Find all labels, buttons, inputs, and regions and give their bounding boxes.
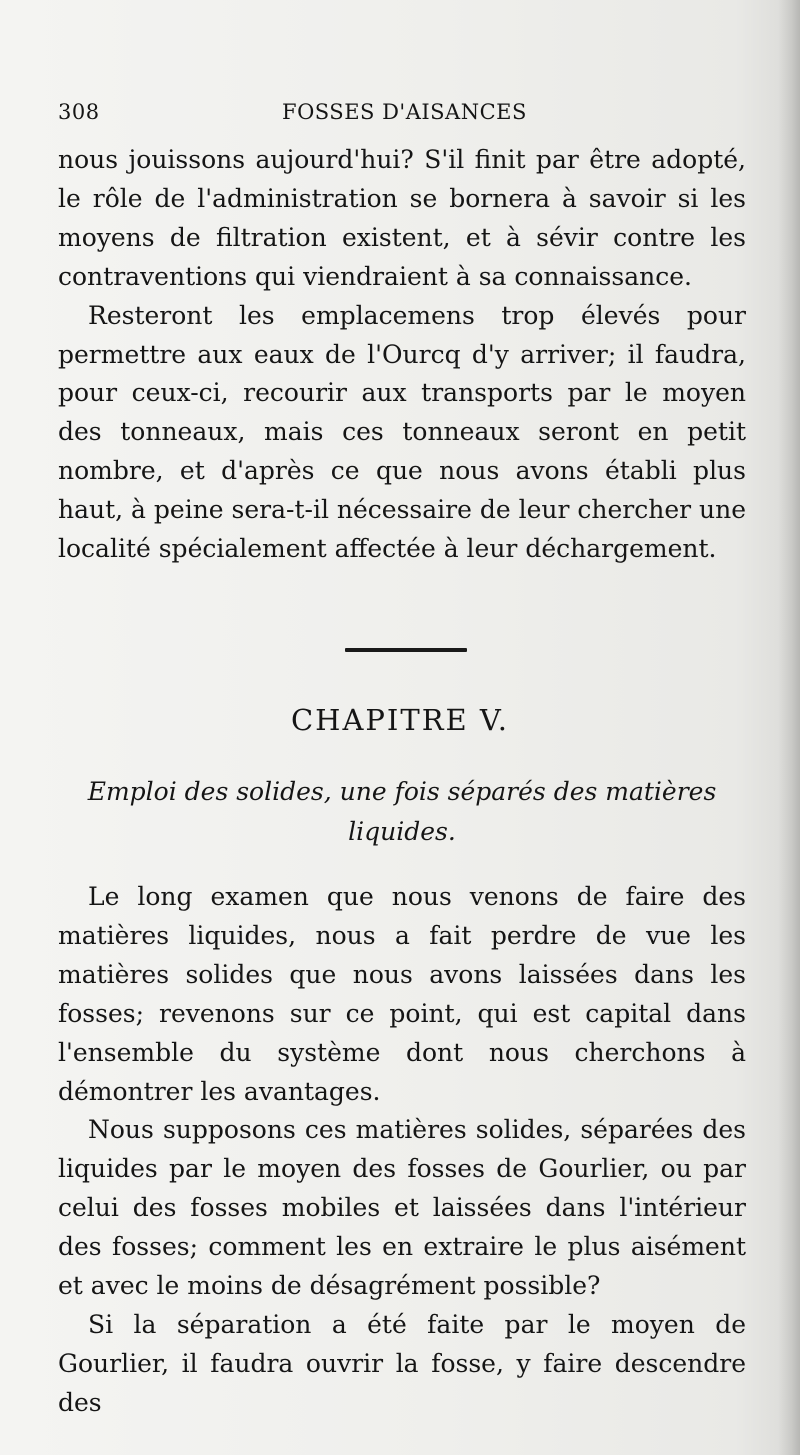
paragraph: Nous supposons ces matières solides, séparées des liquides par le moyen des fosses de Gourlier, ou par celui des fosses mobiles et laissées dans l'intérieur des fosses; comment les en extraire le plus aisément et avec le moins de désagrément possible? xyxy=(58,1115,746,1301)
chapter-title: CHAPITRE V. xyxy=(290,703,510,737)
page-number: 308 xyxy=(58,100,100,124)
text-block-before-chapter xyxy=(58,141,746,569)
paragraph: nous jouissons aujourd'hui? S'il finit par être adopté, le rôle de l'administration se bornera à savoir si les moyens de filtration existent, et à sévir contre les contraventions qui viendraient à sa connaissance. xyxy=(58,145,746,291)
running-title: FOSSES D'AISANCES xyxy=(282,100,527,124)
text-block-chapter-body xyxy=(58,878,746,1423)
paragraph: Si la séparation a été faite par le moyen de Gourlier, il faudra ouvrir la fosse, y faire descendre des xyxy=(58,1309,746,1417)
paragraph: Resteront les emplacemens trop élevés pour permettre aux eaux de l'Ourcq d'y arriver; il faudra, pour ceux-ci, recourir aux transports par le moyen des tonneaux, mais ces tonneaux seront en petit nombre, et d'après ce que nous avons établi plus haut, à peine sera-t-il nécessaire de leur chercher une localité spécialement affectée à leur déchargement. xyxy=(58,300,747,564)
section-divider-rule xyxy=(345,648,467,652)
running-header xyxy=(58,100,748,132)
chapter-subtitle: Emploi des solides, une fois séparés des matières liquides. xyxy=(87,777,717,846)
paragraph: Le long examen que nous venons de faire des matières liquides, nous a fait perdre de vue les matières solides que nous avons laissées dans les fosses; revenons sur ce point, qui est capital dans l'ensemble du système dont nous cherchons à démontrer les avantages. xyxy=(58,882,746,1106)
